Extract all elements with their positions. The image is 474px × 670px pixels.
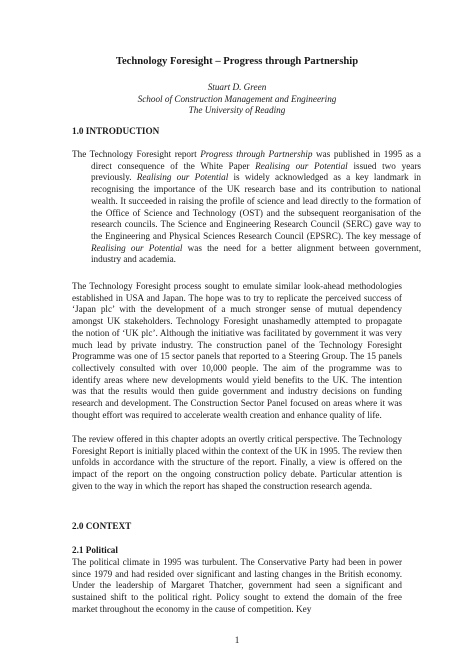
section-heading-context: 2.0 CONTEXT [72, 521, 132, 531]
page-number: 1 [234, 635, 240, 645]
author-institution: The University of Reading [188, 105, 286, 116]
italic-title-run: Realising our Potential [255, 160, 348, 171]
text-run: The Technology Foresight report [72, 149, 201, 159]
text-run: issued two years previously. [91, 160, 421, 183]
paragraph-intro-1 [72, 149, 421, 266]
paragraph-political-1: The political climate in 1995 was turbulent. The Conservative Party had been in power since 1979 and had resided over significant and lasting changes in the British economy. Under the leadership of Margaret Thatcher, government had seen a significant and sustained shift to the political right. Policy sought to extend the domain of the free market throughout the economy in the cause of competition. Key [72, 557, 402, 614]
italic-title-run: Realising our Potential [136, 172, 229, 183]
text-run: was the need for a better alignment between government, industry and academia. [91, 242, 421, 265]
text-run: was published in 1995 as a direct consequence of the White Paper [91, 149, 421, 171]
document-title: Technology Foresight – Progress through Partnership [115, 56, 359, 67]
paragraph-intro-2: The Technology Foresight process sought to emulate similar look-ahead methodologies established in USA and Japan. The hope was to try to replicate the perceived success of ‘Japan plc’ with the development of a much stronger sense of mutual dependency amongst UK stakeholders. Technology Foresight unashamedly attempted to propagate the notion of ‘UK plc’. Although the initiative was facilitated by government it was very much lead by private industry. The construction panel of the Technology Foresight Programme was one of 15 sector panels that reported to a Steering Group. The 15 panels collectively consulted with over 10,000 people. The aim of the programme was to identify areas where new developments would yield benefits to the UK. The intention was that the results would then guide government and industry decisions on funding research and development. The Construction Sector Panel focused on areas where it was thought effort was required to accelerate wealth creation and enhance quality of life. [72, 281, 402, 420]
section-heading-introduction: 1.0 INTRODUCTION [72, 126, 160, 136]
italic-title-run: Progress through Partnership [200, 149, 313, 159]
author-name: Stuart D. Green [207, 82, 267, 92]
author-affiliation: School of Construction Management and Engineering [137, 93, 337, 104]
text-run: is widely acknowledged as a key landmark in recognising the importance of the UK research base and its contribution to national wealth. It succeeded in raising the profile of science and lead directly to the formation of the Office of Science and Technology (OST) and the subsequent reorganisation of the research councils. The Science and Engineering Research Council (SERC) gave way to the Engineering and Physical Sciences Research Council (EPSRC). The key message of [91, 172, 421, 241]
subsection-heading-political: 2.1 Political [72, 545, 118, 555]
paragraph-intro-3: The review offered in this chapter adopts an overtly critical perspective. The Technology Foresight Report is initially placed within the context of the UK in 1995. The review then unfolds in accordance with the structure of the report. Finally, a view is offered on the impact of the report on the ongoing construction policy debate. Particular attention is given to the way in which the report has shaped the construction research agenda. [72, 434, 402, 491]
italic-title-run: Realising our Potential [91, 242, 183, 253]
author-block [0, 82, 474, 117]
